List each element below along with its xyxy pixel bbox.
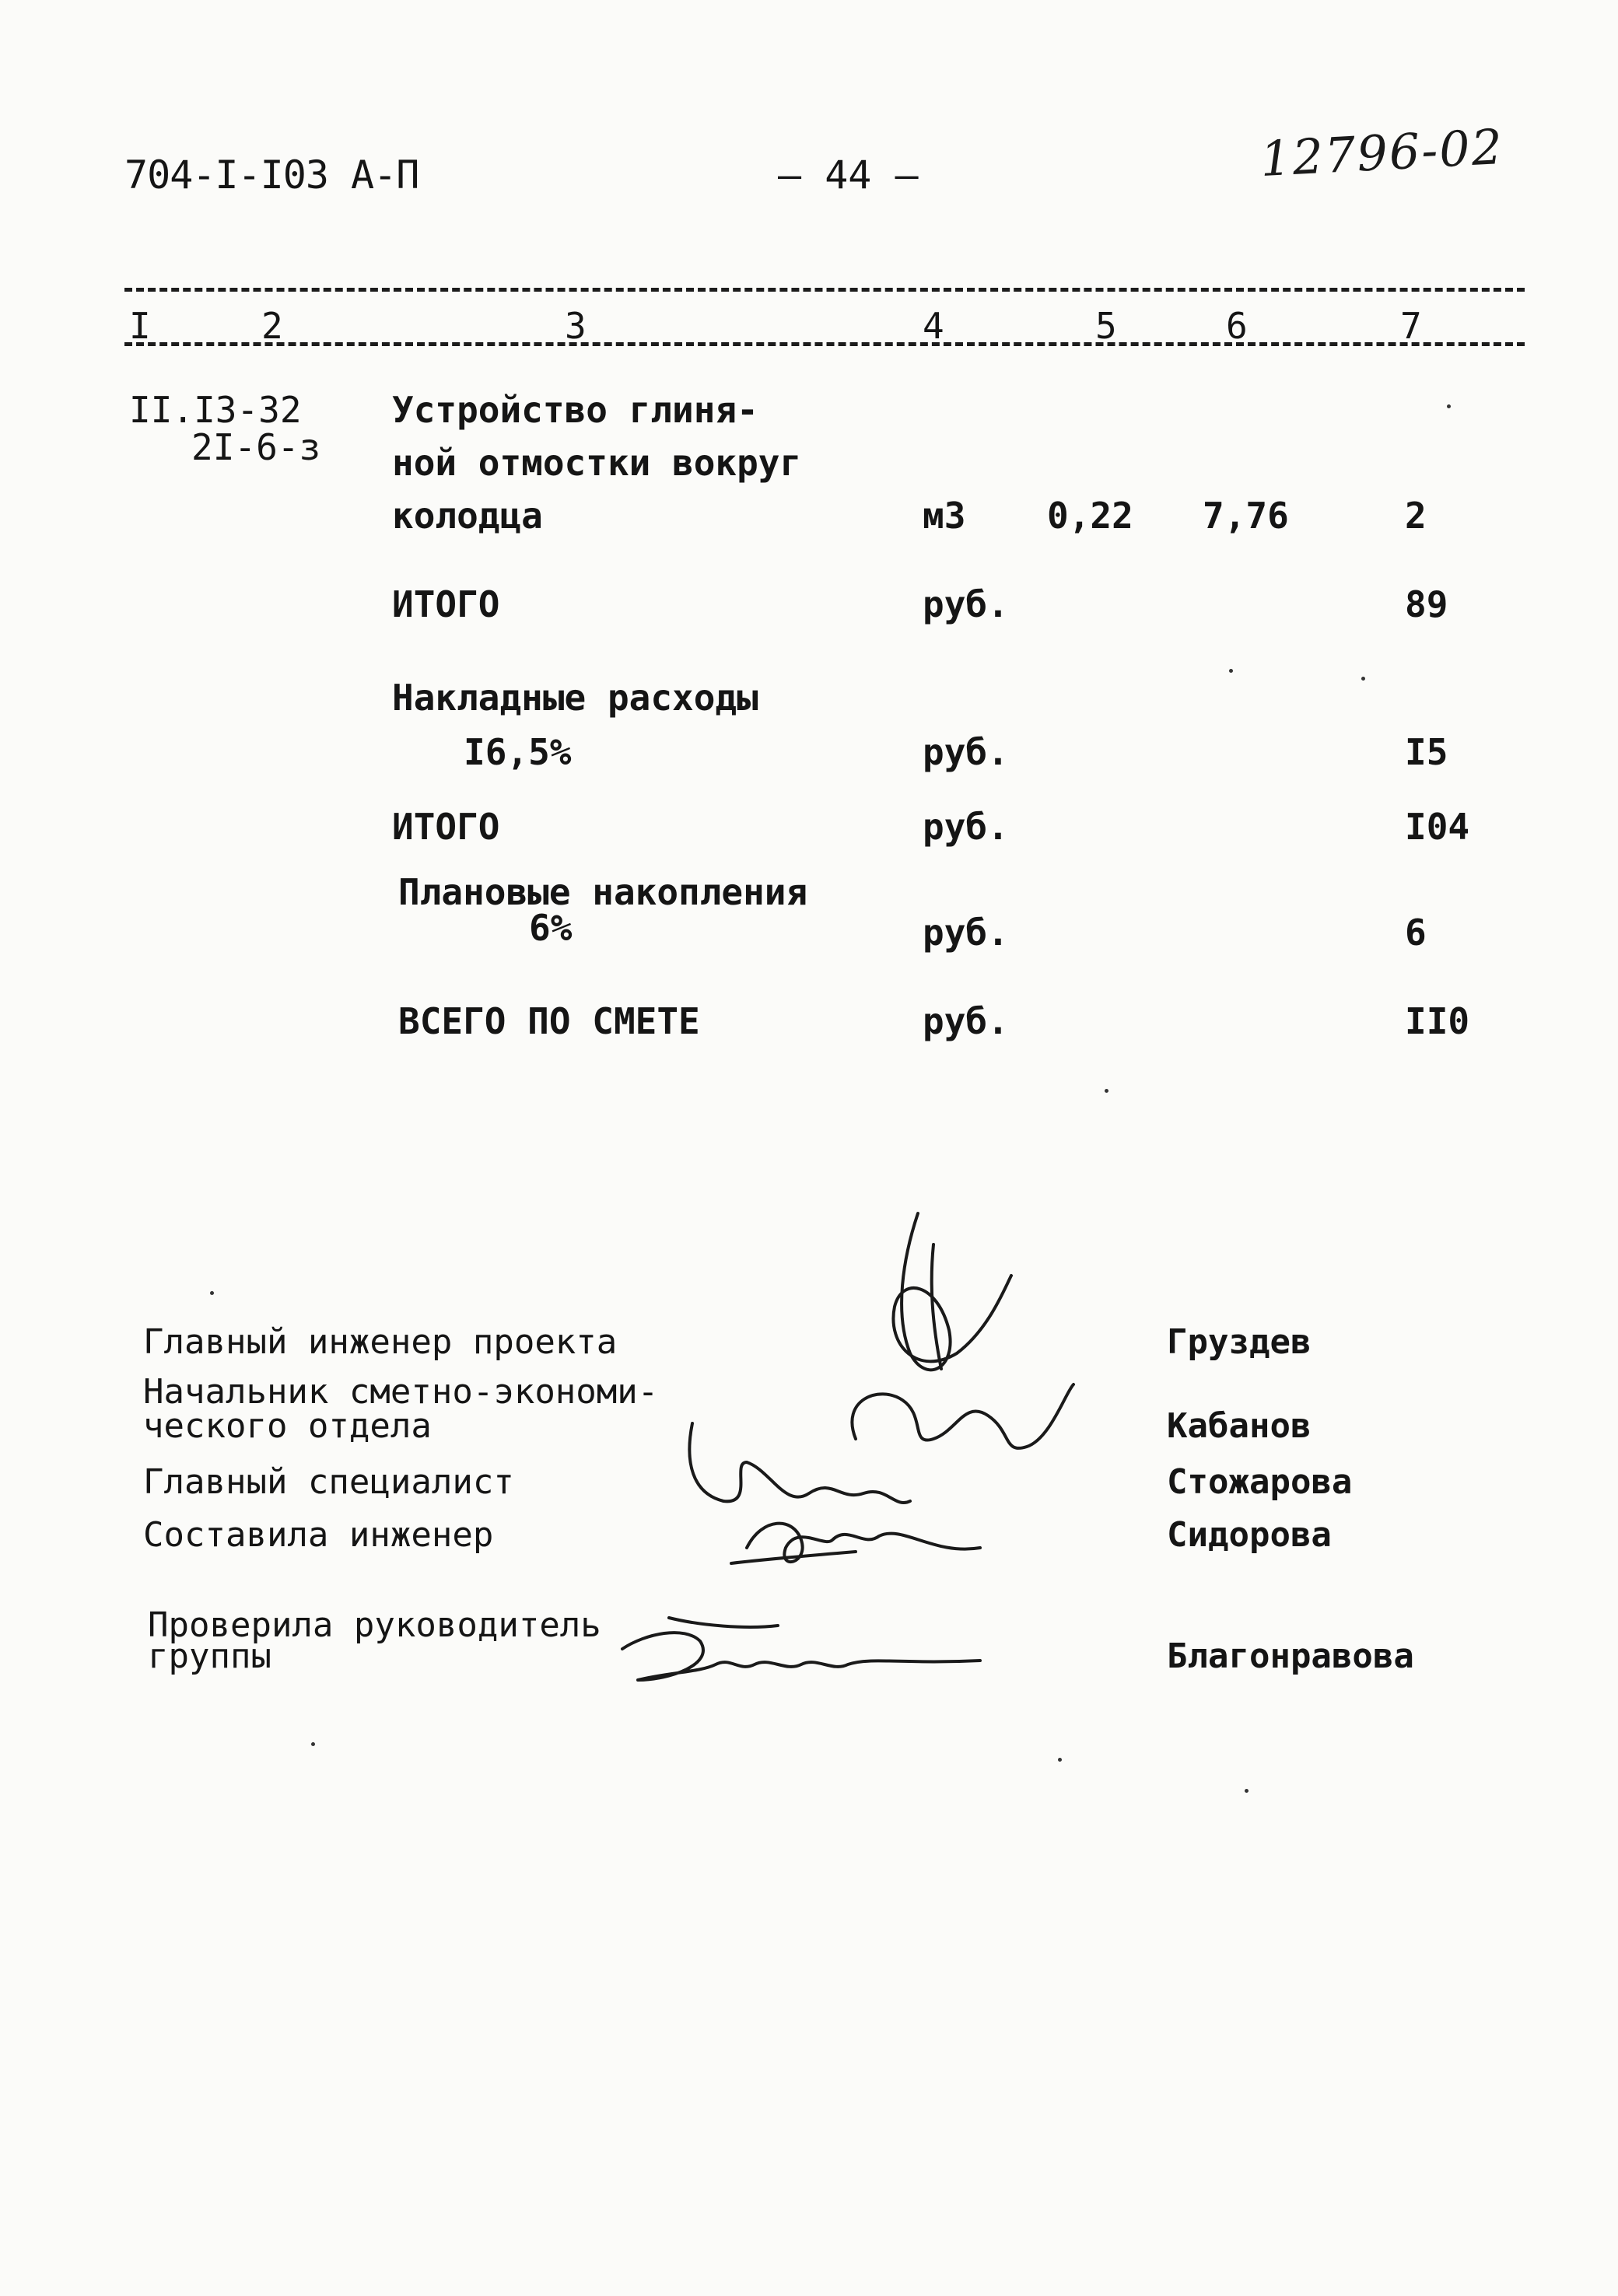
scan-speck — [1361, 677, 1365, 681]
signature-scribble — [852, 1384, 1073, 1448]
signature-scribble — [622, 1633, 980, 1680]
row-description-line: Устройство глиня- — [392, 389, 758, 431]
row-code: II.I3-32 — [129, 389, 302, 431]
row-unit: руб. — [923, 912, 1009, 954]
row-quantity: 0,22 — [1047, 495, 1133, 537]
row-unit: руб. — [923, 1000, 1009, 1042]
signature-role: Главный специалист — [143, 1462, 514, 1502]
row-description-line: I6,5% — [464, 731, 572, 773]
signature-role: Составила инженер — [143, 1515, 494, 1555]
signature-name: Кабанов — [1167, 1406, 1312, 1446]
handwritten-number: 12796-02 — [1259, 117, 1505, 188]
scan-speck — [1105, 1089, 1108, 1093]
row-unit: руб. — [923, 731, 1009, 773]
signature-scribble — [747, 1524, 980, 1562]
table-top-rule — [124, 288, 1525, 292]
scan-speck — [311, 1742, 315, 1746]
signature-name: Благонравова — [1167, 1636, 1414, 1676]
column-number-3: 3 — [565, 305, 587, 347]
table-header-rule — [124, 342, 1525, 346]
column-number-7: 7 — [1400, 305, 1422, 347]
page-number: – 44 – — [778, 152, 919, 198]
row-description-line: Накладные расходы — [392, 677, 758, 719]
row-unit: м3 — [923, 495, 966, 537]
row-description-line: Плановые накопления — [398, 871, 808, 913]
row-total: I04 — [1405, 806, 1470, 848]
signature-scribble — [669, 1618, 778, 1627]
scan-speck — [210, 1291, 214, 1295]
signature-role: Начальник сметно-экономи- — [143, 1372, 659, 1412]
column-number-1: I — [129, 305, 151, 347]
row-code-secondary: 2I-6-з — [191, 426, 321, 468]
signature-role: Главный инженер проекта — [143, 1322, 618, 1362]
signature-name: Груздев — [1167, 1322, 1312, 1362]
signature-scribble — [932, 1244, 941, 1369]
signature-name: Сидорова — [1167, 1515, 1332, 1555]
scan-speck — [1229, 669, 1233, 673]
scan-speck — [1447, 404, 1451, 408]
row-description-line: ИТОГО — [392, 806, 500, 848]
signature-role: ческого отдела — [143, 1406, 432, 1446]
column-number-4: 4 — [923, 305, 944, 347]
column-number-2: 2 — [261, 305, 283, 347]
row-description-line: колодца — [392, 495, 543, 537]
row-unit: руб. — [923, 583, 1009, 625]
row-total: 89 — [1405, 583, 1448, 625]
row-price: 7,76 — [1203, 495, 1289, 537]
column-number-6: 6 — [1226, 305, 1248, 347]
signature-scribble — [893, 1213, 1011, 1370]
column-number-5: 5 — [1095, 305, 1117, 347]
row-total: 6 — [1405, 912, 1427, 954]
row-description-line: ной отмостки вокруг — [392, 442, 802, 484]
document-code: 704-I-I03 А-П — [124, 152, 419, 198]
scan-speck — [1245, 1789, 1249, 1793]
signature-role: Проверила руководитель — [148, 1605, 601, 1645]
row-total: I5 — [1405, 731, 1448, 773]
signature-role: группы — [148, 1636, 271, 1676]
row-description-line: ВСЕГО ПО СМЕТЕ — [398, 1000, 700, 1042]
row-total: 2 — [1405, 495, 1427, 537]
row-unit: руб. — [923, 806, 1009, 848]
row-description-line: 6% — [529, 907, 573, 949]
signature-name: Стожарова — [1167, 1462, 1353, 1502]
row-description-line: ИТОГО — [392, 583, 500, 625]
signature-scribble — [731, 1552, 856, 1563]
row-total: II0 — [1405, 1000, 1470, 1042]
scan-speck — [1058, 1758, 1062, 1762]
signature-scribble — [689, 1423, 910, 1503]
